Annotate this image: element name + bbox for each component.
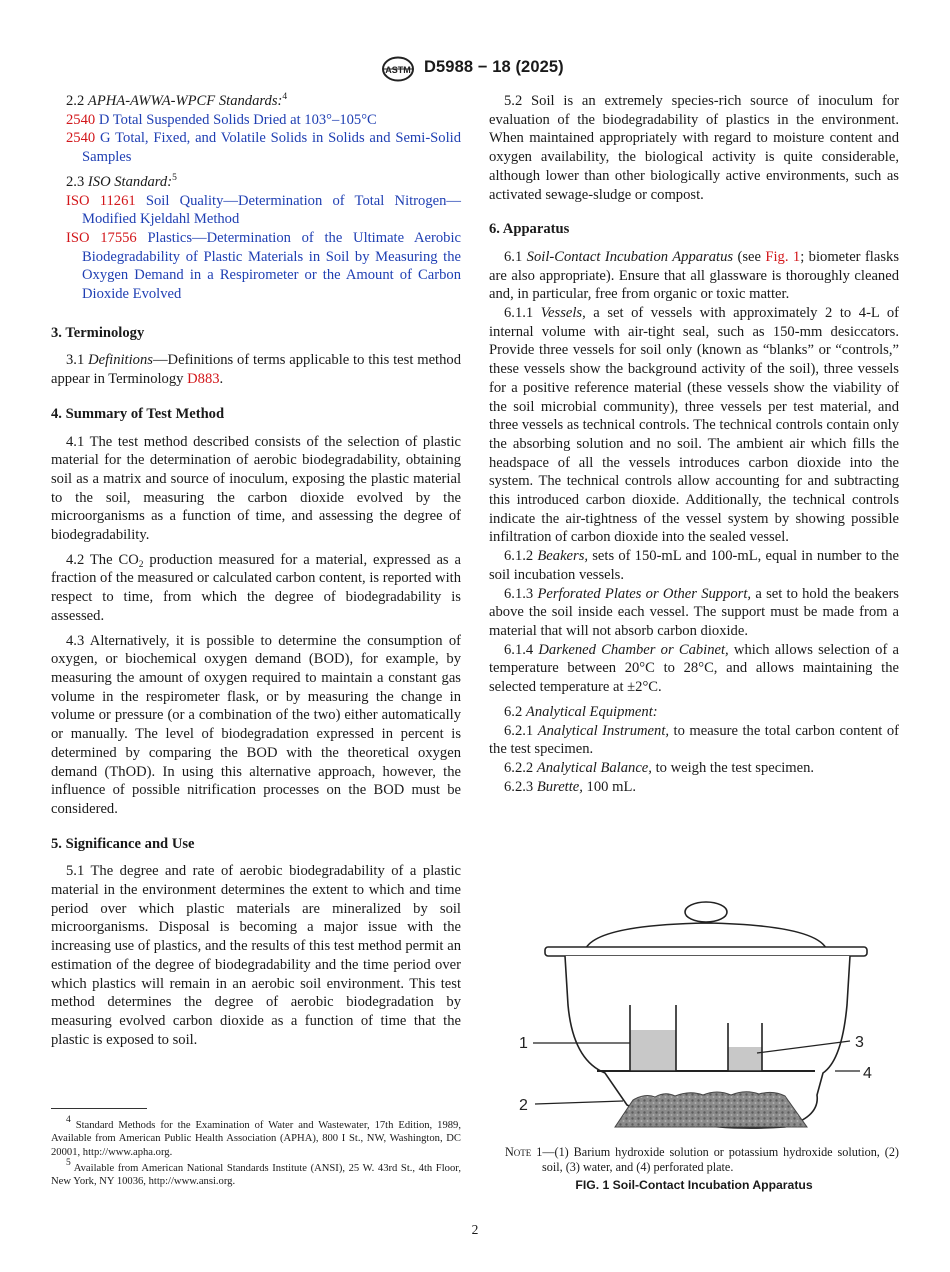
reference-iso-11261[interactable]: ISO 11261 Soil Quality—Determination of Total Nitrogen—Modified Kjeldahl Method	[66, 192, 462, 228]
footnote-4: $^4$ Standard Methods for the Examination of Water and Wastewater, 17th Edition, 1989, Available from American Public Health Association (APHA), 800 I St., NW, Washington, DC 20001, http://www.apha.org.	[51, 1115, 461, 1158]
standard-designation: D5988 − 18 (2025)	[424, 58, 564, 76]
link-d883[interactable]: D883	[187, 371, 220, 388]
section-heading-apparatus: 6. Apparatus	[489, 221, 570, 238]
paragraph-6-1-2: 6.1.2 Beakers, sets of 150-mL and 100-mL, equal in number to the soil incubation vessels.	[489, 548, 899, 583]
section-heading-terminology: 3. Terminology	[51, 324, 145, 341]
lid-rim-shape	[545, 947, 867, 956]
lid-knob-shape	[685, 902, 727, 922]
figure-label-4: 4	[863, 1065, 872, 1082]
paragraph-6-2-2: 6.2.2 Analytical Balance, to weigh the test specimen.	[504, 759, 815, 776]
footnote-divider	[51, 1108, 147, 1109]
astm-logo-icon	[381, 56, 415, 82]
beaker-3-liquid-shape	[728, 1047, 762, 1071]
reference-iso-17556[interactable]: ISO 17556 Plastics—Determination of the Ultimate Aerobic Biodegradability of Plastic Materials in Soil by Measuring the Oxygen Demand in a Respirometer or the Amount of Carbon Dioxide Evolved	[66, 229, 461, 303]
paragraph-6-1: 6.1 Soil-Contact Incubation Apparatus (see Fig. 1; biometer flasks are also appropriate). Ensure that all glassware is thoroughly cleaned and, in particular, free from organic or toxic matter.	[489, 248, 899, 303]
paragraph-5-2: 5.2 Soil is an extremely species-rich source of inoculum for evaluation of the biodegradability of plastics in the environment. When maintained appropriately with regard to moisture content and oxygen availability, the biological activity is quite considerable, although lower than other biologically active environments, such as activated sewage-sludge or compost.	[489, 93, 899, 203]
figure-caption: FIG. 1 Soil-Contact Incubation Apparatus	[575, 1178, 813, 1192]
left-column	[51, 92, 461, 1049]
beaker-1-liquid-shape	[630, 1030, 676, 1071]
reference-2540-g[interactable]: 2540 G Total, Fixed, and Volatile Solids in Solids and Semi-Solid Samples	[66, 130, 462, 166]
paragraph-4-1: 4.1 The test method described consists of the selection of plastic material for the determination of aerobic biodegradability, obtaining soil as a matrix and source of inoculum, exposing the plastic material to the soil, measuring the carbon dioxide evolved by the microorganisms as a function of time, and assessing the degree of biodegradability.	[51, 433, 461, 544]
paragraph-6-2: 6.2 Analytical Equipment:	[504, 703, 658, 720]
paragraph-6-1-1: 6.1.1 Vessels, a set of vessels with approximately 2 to 4-L of internal volume with air-tight seal, such as 150-mm desiccators. Provide three vessels for soil only (known as “blanks” or “controls,” these vessels show the background activity of the soil), three vessels for a positive reference material (these vessels show the viability of the soil microbial community), three vessels per test material, and three vessels as technical controls. The technical controls contain only the absorbing solution and no soil. The ambient air which fills the headspace of all the vessels introduces carbon dioxide into the system. The technical controls allow accounting for and subtracting this introduced carbon dioxide. Additionally, the technical controls indicate the air-tightness of the vessel system by showing possible infiltration of carbon dioxide into the sealed vessel.	[489, 305, 900, 546]
section-heading-summary: 4. Summary of Test Method	[51, 405, 225, 422]
section-2-2: 2.2 APHA-AWWA-WPCF Standards:$^4$	[66, 92, 288, 109]
leader-line-2	[535, 1101, 623, 1104]
paragraph-3-1: 3.1 Definitions—Definitions of terms applicable to this test method appear in Terminology D883.	[51, 352, 461, 388]
figure-note: Note 1—(1) Barium hydroxide solution or potassium hydroxide solution, (2) soil, (3) water, and (4) perforated plate.	[505, 1145, 899, 1175]
paragraph-6-1-4: 6.1.4 Darkened Chamber or Cabinet, which allows selection of a temperature between 20°C to 28°C, and allows maintaining the selected temperature at ±2°C.	[489, 641, 899, 696]
figure-label-3: 3	[855, 1034, 864, 1051]
paragraph-5-1: 5.1 The degree and rate of aerobic biodegradability of a plastic material in the environment determines the extent to which and time period over which plastic materials are mineralized by soil microorganisms. Disposal is becoming a major issue with the increasing use of plastics, and the results of this test method permit an estimation of the degree of biodegradability and the time period over which plastics will remain in an aerobic soil environment. This test method determines the degree of aerobic biodegradation by measuring evolved carbon dioxide as a function of time that the plastic is exposed to soil.	[51, 863, 461, 1048]
paragraph-6-1-3: 6.1.3 Perforated Plates or Other Support, a set to hold the beakers above the soil inside each vessel. The support must be made from a material that will not absorb carbon dioxide.	[489, 585, 899, 639]
footnote-5: $^5$ Available from American National Standards Institute (ANSI), 25 W. 43rd St., 4th Floor, New York, NY 10036, http://www.ansi.org.	[51, 1158, 461, 1188]
incubation-apparatus-figure	[505, 895, 905, 1140]
paragraph-4-2: 4.2 The $CO_2$ production measured for a material, expressed as a fraction of the measured or calculated carbon content, is reported with respect to time, from which the degree of biodegradability is assessed.	[51, 551, 461, 624]
page-number: 2	[471, 1222, 479, 1237]
lid-dome-shape	[585, 923, 827, 950]
right-column	[489, 92, 899, 796]
logo-text: ASTM	[385, 65, 411, 75]
paragraph-6-2-3: 6.2.3 Burette, 100 mL.	[504, 778, 637, 795]
paragraph-6-2-1: 6.2.1 Analytical Instrument, to measure the total carbon content of the test specimen.	[489, 722, 899, 758]
paragraph-4-3: 4.3 Alternatively, it is possible to determine the consumption of oxygen, or biochemical oxygen demand (BOD), for example, by measuring the amount of oxygen required to maintain a constant gas volume in the respirometer flask, or by measuring the change in volume or pressure (or a combination of the two) either automatically or manually. The level of biodegradation expressed in percent is determined by comparing the BOD with the theoretical oxygen demand (ThOD). In using this alternative approach, however, the influence of possible nitrification processes on the BOD must be considered.	[51, 632, 461, 817]
figure-label-1: 1	[519, 1035, 528, 1052]
link-fig-1[interactable]: Fig. 1	[765, 248, 801, 265]
soil-layer-shape	[615, 1092, 807, 1127]
section-heading-significance: 5. Significance and Use	[51, 835, 195, 852]
page-header	[0, 56, 950, 82]
reference-2540-d[interactable]: 2540 D Total Suspended Solids Dried at 103°–105°C	[66, 111, 377, 128]
section-2-3: 2.3 ISO Standard:$^5$	[66, 172, 177, 190]
figure-label-2: 2	[519, 1097, 528, 1114]
